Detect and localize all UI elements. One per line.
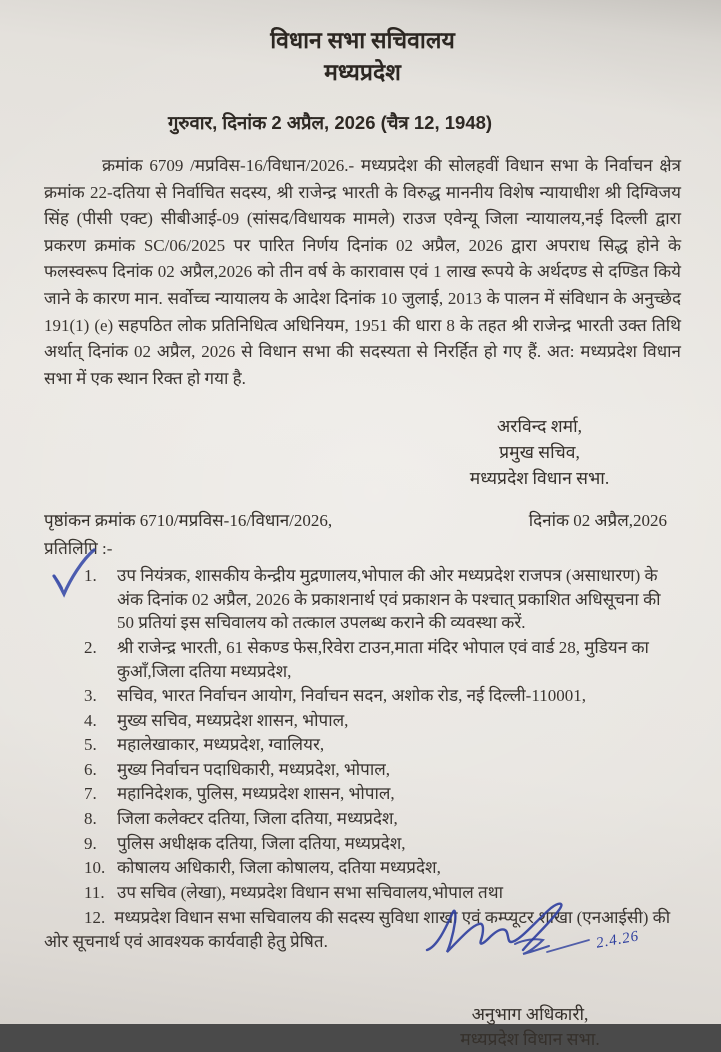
copy-item-text: उप नियंत्रक, शासकीय केन्द्रीय मुद्रणालय,भोपाल की ओर मध्यप्रदेश राजपत्र (असाधारण) के अंक दिनांक 02 अप्रैल, 2026 के प्रकाशनार्थ एवं प्रकाशन के पश्चात् प्रकाशित अधिसूचना की 50 प्रतियां इस सचिवालय को तत्काल उपलब्ध कराने की व्यवस्था करें. — [117, 566, 661, 633]
copy-item-number: 3. — [84, 686, 97, 706]
copy-item-6 — [84, 758, 681, 782]
copy-item-8 — [84, 807, 681, 831]
copy-item-text: मध्यप्रदेश विधान सभा सचिवालय की सदस्य सुविधा शाखा एवं कम्प्यूटर शाखा (एनआईसी) की ओर सूचनार्थ एवं आवश्यक कार्यवाही हेतु प्रेषित. — [44, 908, 671, 952]
copy-item-text: सचिव, भारत निर्वाचन आयोग, निर्वाचन सदन, अशोक रोड, नई दिल्ली-110001, — [117, 686, 586, 706]
copy-item-number: 6. — [84, 759, 97, 779]
letter-date-line: गुरुवार, दिनांक 2 अप्रैल, 2026 (चैत्र 12, 1948) — [168, 112, 493, 133]
copy-item-9 — [84, 832, 681, 856]
copy-item-number: 4. — [84, 710, 97, 730]
signatory-block — [422, 414, 657, 491]
endorsement-row — [44, 508, 681, 531]
approval-tick-icon — [50, 546, 98, 600]
handwritten-date-note: 2.4.26 — [594, 928, 640, 953]
copy-item-number: 9. — [84, 833, 97, 853]
copy-item-number: 8. — [84, 809, 97, 829]
copy-item-7 — [84, 782, 681, 806]
copy-item-text: उप सचिव (लेखा), मध्यप्रदेश विधान सभा सचिवालय,भोपाल तथा — [117, 882, 504, 902]
signatory-title: प्रमुख सचिव, — [499, 441, 580, 462]
copy-item-number: 7. — [84, 784, 97, 804]
endorsement-date: दिनांक 02 अप्रैल,2026 — [528, 511, 667, 531]
copies-list — [84, 564, 681, 904]
footer-signature-area — [405, 928, 655, 1002]
signatory-org: मध्यप्रदेश विधान सभा. — [469, 467, 610, 488]
notification-body-paragraph: क्रमांक 6709 /मप्रविस-16/विधान/2026.- मध्यप्रदेश की सोलहवीं विधान सभा के निर्वाचन क्षेत्र क्रमांक 22-दतिया से निर्वाचित सदस्य, श्री राजेन्द्र भारती के विरुद्ध माननीय विशेष न्यायाधीश श्री दिग्विजय सिंह (पीसी एक्ट) सीबीआई-09 (सांसद/विधायक मामले) राउज एवेन्यू जिला न्यायालय,नई दिल्ली द्वारा प्रकरण क्रमांक SC/06/2025 पर पारित निर्णय दिनांक 02 अप्रैल, 2026 द्वारा अपराध सिद्ध होने के फलस्वरूप दिनांक 02 अप्रैल,2026 को तीन वर्ष के कारावास एवं 1 लाख रूपये के अर्थदण्ड से दण्डित किये जाने के कारण मान. सर्वोच्च न्यायालय के आदेश दिनांक 10 जुलाई, 2013 के पालन में संविधान के अनुच्छेद 191(1) (e) सहपठित लोक प्रतिनिधित्व अधिनियम, 1951 की धारा 8 के तहत श्री राजेन्द्र भारती उक्त तिथि अर्थात् दिनांक 02 अप्रैल, 2026 से विधान सभा की सदस्यता से निरर्हित हो गए हैं. अत: मध्यप्रदेश विधान सभा में एक स्थान रिक्त हो गया है. — [44, 156, 681, 388]
copy-item-number: 5. — [84, 735, 97, 755]
signatory-name: अरविन्द शर्मा, — [496, 416, 583, 437]
copy-item-2 — [84, 636, 681, 683]
copy-item-text: पुलिस अधीक्षक दतिया, जिला दतिया, मध्यप्रदेश, — [117, 833, 406, 853]
copy-item-number: 11. — [84, 882, 105, 902]
copy-item-3 — [84, 684, 681, 708]
copy-item-4 — [84, 709, 681, 733]
copy-item-text: मुख्य सचिव, मध्यप्रदेश शासन, भोपाल, — [117, 710, 349, 730]
signature-ink-icon — [419, 900, 619, 962]
copy-item-text: श्री राजेन्द्र भारती, 61 सेकण्ड फेस,रिवेरा टाउन,माता मंदिर भोपाल एवं वार्ड 28, मुडियन का कुआँ,जिला दतिया मध्यप्रदेश, — [117, 637, 649, 681]
letter-state-title: मध्यप्रदेश — [324, 60, 401, 85]
copy-item-1 — [84, 564, 681, 635]
copy-item-number: 10. — [84, 858, 106, 878]
letter-org-title: विधान सभा सचिवालय — [270, 28, 455, 53]
footer-signatory-org: मध्यप्रदेश विधान सभा. — [460, 1029, 600, 1050]
copy-item-text: जिला कलेक्टर दतिया, जिला दतिया, मध्यप्रदेश, — [117, 809, 398, 829]
copy-item-5 — [84, 733, 681, 757]
copy-item-10 — [84, 856, 681, 880]
copy-item-text: महालेखाकार, मध्यप्रदेश, ग्वालियर, — [117, 735, 325, 755]
copies-label: प्रतिलिपि :- — [44, 539, 113, 559]
endorsement-ref: पृष्ठांकन क्रमांक 6710/मप्रविस-16/विधान/2026, — [44, 511, 333, 531]
footer-signatory-block — [405, 928, 655, 1052]
footer-signatory-title: अनुभाग अधिकारी, — [471, 1004, 589, 1025]
copy-item-number: 1. — [84, 566, 97, 586]
copy-item-text: कोषालय अधिकारी, जिला कोषालय, दतिया मध्यप्रदेश, — [117, 858, 441, 878]
copy-item-number: 2. — [84, 637, 97, 657]
copy-item-number: 12. — [84, 908, 106, 928]
copy-item-text: महानिदेशक, पुलिस, मध्यप्रदेश शासन, भोपाल, — [117, 784, 395, 804]
copy-item-text: मुख्य निर्वाचन पदाधिकारी, मध्यप्रदेश, भोपाल, — [117, 759, 391, 779]
